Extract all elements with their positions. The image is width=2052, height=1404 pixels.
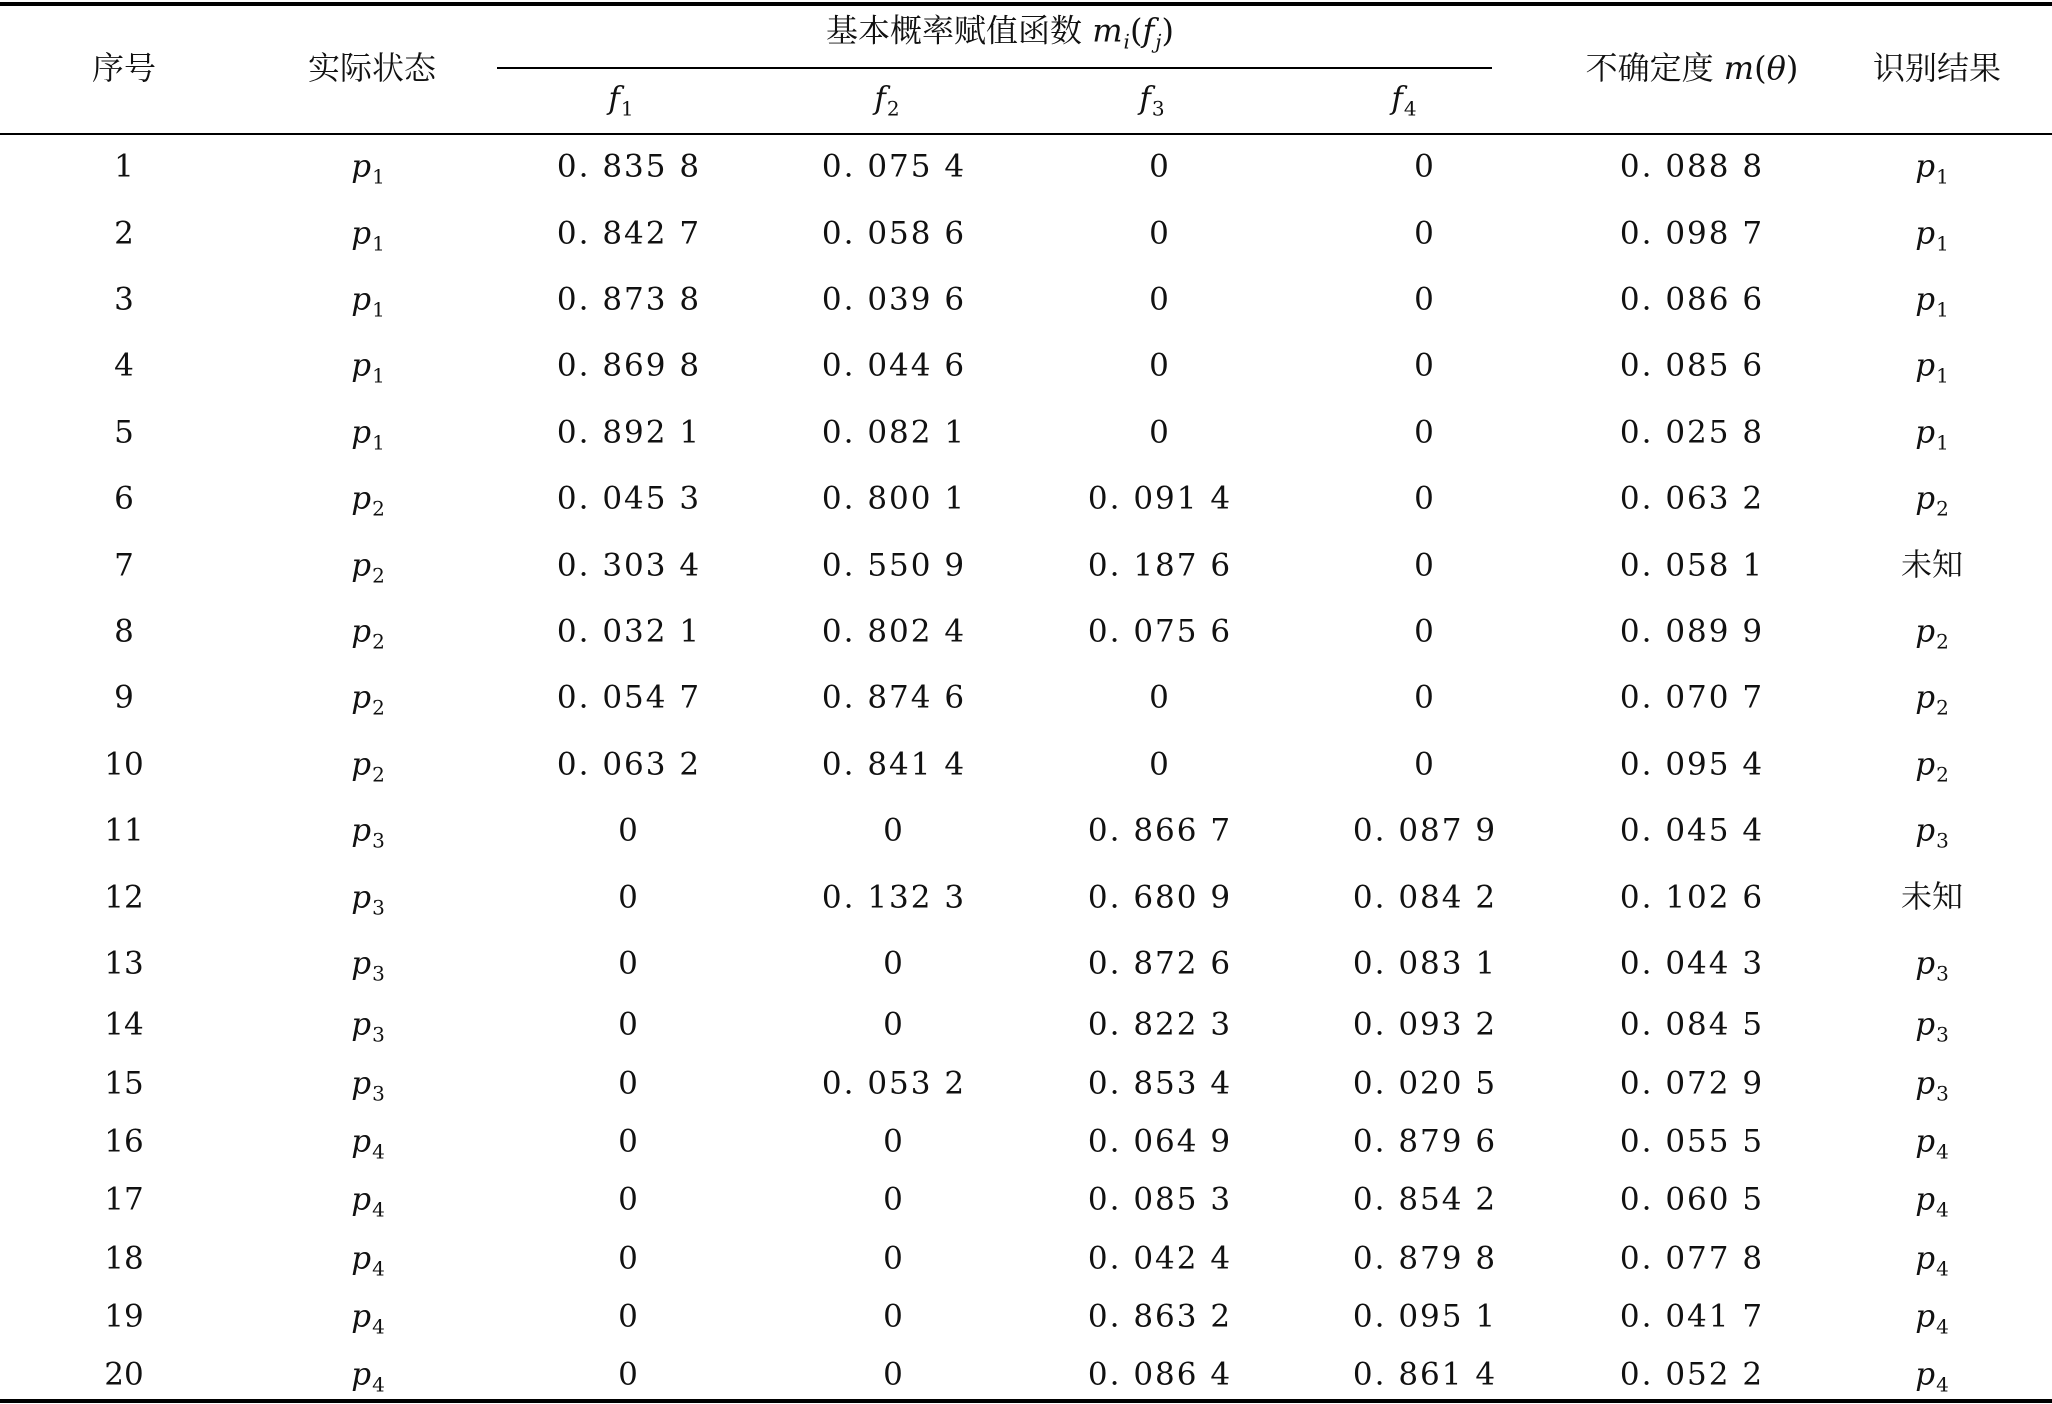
- row-f4-value: 0: [1414, 148, 1436, 185]
- row-index: 7: [114, 547, 134, 584]
- row-index: 4: [114, 347, 134, 384]
- row-actual-state: $p_4$: [351, 1356, 385, 1397]
- row-actual-state: $p_2$: [351, 746, 385, 787]
- row-f1-value: 0: [618, 1123, 640, 1160]
- row-uncertainty-value: 0. 041 7: [1619, 1298, 1765, 1335]
- row-f4-value: 0: [1414, 613, 1436, 650]
- row-f2-value: 0: [883, 1181, 905, 1218]
- row-f4-value: 0. 861 4: [1352, 1356, 1498, 1393]
- row-result: $p_3$: [1915, 945, 1949, 986]
- row-uncertainty-value: 0. 063 2: [1619, 480, 1765, 517]
- row-uncertainty-value: 0. 095 4: [1619, 746, 1765, 783]
- row-f3-value: 0. 085 3: [1087, 1181, 1233, 1218]
- row-actual-state: $p_3$: [351, 812, 385, 853]
- row-f1-value: 0: [618, 1356, 640, 1393]
- row-f1-value: 0. 873 8: [556, 281, 702, 318]
- row-result: $p_1$: [1915, 215, 1949, 256]
- row-f1-value: 0: [618, 879, 640, 916]
- row-result: $p_4$: [1915, 1240, 1949, 1281]
- row-index: 13: [104, 945, 144, 982]
- row-f2-value: 0. 802 4: [821, 613, 967, 650]
- row-index: 20: [104, 1356, 144, 1393]
- row-f2-value: 0: [883, 1240, 905, 1277]
- row-f3-value: 0: [1149, 148, 1171, 185]
- row-result: $p_1$: [1915, 148, 1949, 189]
- row-f3-value: 0: [1149, 281, 1171, 318]
- row-uncertainty-value: 0. 086 6: [1619, 281, 1765, 318]
- row-f4-value: 0: [1414, 480, 1436, 517]
- header-actual-state: 实际状态: [307, 49, 437, 87]
- row-f1-value: 0. 063 2: [556, 746, 702, 783]
- row-actual-state: $p_3$: [351, 1065, 385, 1106]
- row-index: 9: [114, 679, 134, 716]
- header-uncertainty: 不确定度 m(θ): [1585, 49, 1799, 87]
- row-uncertainty-value: 0. 102 6: [1619, 879, 1765, 916]
- row-index: 11: [104, 812, 144, 849]
- row-result: $p_4$: [1915, 1298, 1949, 1339]
- row-f3-value: 0: [1149, 746, 1171, 783]
- header-f1: $f_1$: [608, 80, 634, 121]
- row-uncertainty-value: 0. 088 8: [1619, 148, 1765, 185]
- row-f1-value: 0. 835 8: [556, 148, 702, 185]
- row-f1-value: 0: [618, 1298, 640, 1335]
- row-index: 2: [114, 215, 134, 252]
- row-f1-value: 0: [618, 812, 640, 849]
- row-result: $p_1$: [1915, 414, 1949, 455]
- row-actual-state: $p_1$: [351, 281, 385, 322]
- row-index: 8: [114, 613, 134, 650]
- row-f2-value: 0. 075 4: [821, 148, 967, 185]
- row-result: $p_4$: [1915, 1123, 1949, 1164]
- row-f4-value: 0. 879 8: [1352, 1240, 1498, 1277]
- row-f4-value: 0. 095 1: [1352, 1298, 1498, 1335]
- header-f2: $f_2$: [874, 80, 900, 121]
- row-f3-value: 0: [1149, 414, 1171, 451]
- row-f2-value: 0: [883, 945, 905, 982]
- row-f3-value: 0. 872 6: [1087, 945, 1233, 982]
- row-index: 19: [104, 1298, 144, 1335]
- row-f2-value: 0: [883, 812, 905, 849]
- row-actual-state: $p_3$: [351, 1006, 385, 1047]
- row-f4-value: 0: [1414, 679, 1436, 716]
- row-f2-value: 0. 053 2: [821, 1065, 967, 1102]
- row-f4-value: 0: [1414, 746, 1436, 783]
- row-actual-state: $p_2$: [351, 613, 385, 654]
- header-f3: $f_3$: [1139, 80, 1165, 121]
- row-f1-value: 0: [618, 945, 640, 982]
- row-result: $p_2$: [1915, 480, 1949, 521]
- row-result: $p_2$: [1915, 679, 1949, 720]
- row-f4-value: 0. 084 2: [1352, 879, 1498, 916]
- row-f2-value: 0: [883, 1298, 905, 1335]
- row-f1-value: 0. 869 8: [556, 347, 702, 384]
- row-uncertainty-value: 0. 058 1: [1619, 547, 1765, 584]
- header-bpa-group: 基本概率赋值函数 $m_i(f_j)$: [826, 11, 1174, 54]
- row-result: 未知: [1901, 879, 1963, 916]
- row-actual-state: $p_1$: [351, 414, 385, 455]
- row-f3-value: 0: [1149, 679, 1171, 716]
- row-f2-value: 0. 550 9: [821, 547, 967, 584]
- row-index: 18: [104, 1240, 144, 1277]
- row-index: 5: [114, 414, 134, 451]
- row-actual-state: $p_4$: [351, 1298, 385, 1339]
- header-rule: [0, 133, 2052, 135]
- row-f4-value: 0. 020 5: [1352, 1065, 1498, 1102]
- row-f1-value: 0. 045 3: [556, 480, 702, 517]
- row-actual-state: $p_2$: [351, 480, 385, 521]
- row-f3-value: 0. 187 6: [1087, 547, 1233, 584]
- row-f4-value: 0: [1414, 281, 1436, 318]
- row-index: 12: [104, 879, 144, 916]
- row-f2-value: 0. 044 6: [821, 347, 967, 384]
- row-f3-value: 0. 866 7: [1087, 812, 1233, 849]
- row-uncertainty-value: 0. 085 6: [1619, 347, 1765, 384]
- row-f4-value: 0. 854 2: [1352, 1181, 1498, 1218]
- row-index: 10: [104, 746, 144, 783]
- row-f4-value: 0: [1414, 414, 1436, 451]
- row-uncertainty-value: 0. 089 9: [1619, 613, 1765, 650]
- row-result: $p_2$: [1915, 746, 1949, 787]
- row-f3-value: 0. 075 6: [1087, 613, 1233, 650]
- row-f3-value: 0: [1149, 347, 1171, 384]
- row-f2-value: 0: [883, 1006, 905, 1043]
- row-result: $p_4$: [1915, 1356, 1949, 1397]
- row-f1-value: 0: [618, 1065, 640, 1102]
- header-result: 识别结果: [1872, 49, 2002, 87]
- row-uncertainty-value: 0. 070 7: [1619, 679, 1765, 716]
- row-index: 14: [104, 1006, 144, 1043]
- row-f2-value: 0. 039 6: [821, 281, 967, 318]
- row-actual-state: $p_3$: [351, 945, 385, 986]
- row-index: 16: [104, 1123, 144, 1160]
- row-f2-value: 0: [883, 1356, 905, 1393]
- row-f1-value: 0. 842 7: [556, 215, 702, 252]
- row-f3-value: 0. 086 4: [1087, 1356, 1233, 1393]
- row-result: 未知: [1901, 547, 1963, 584]
- row-index: 15: [104, 1065, 144, 1102]
- row-index: 17: [104, 1181, 144, 1218]
- row-f1-value: 0. 054 7: [556, 679, 702, 716]
- row-result: $p_3$: [1915, 1065, 1949, 1106]
- row-actual-state: $p_1$: [351, 347, 385, 388]
- group-rule: [497, 67, 1492, 69]
- row-result: $p_2$: [1915, 613, 1949, 654]
- row-uncertainty-value: 0. 045 4: [1619, 812, 1765, 849]
- row-actual-state: $p_1$: [351, 215, 385, 256]
- row-f1-value: 0: [618, 1240, 640, 1277]
- row-f2-value: 0. 058 6: [821, 215, 967, 252]
- row-f4-value: 0: [1414, 547, 1436, 584]
- row-uncertainty-value: 0. 077 8: [1619, 1240, 1765, 1277]
- row-f3-value: 0: [1149, 215, 1171, 252]
- row-f2-value: 0. 841 4: [821, 746, 967, 783]
- row-f3-value: 0. 064 9: [1087, 1123, 1233, 1160]
- row-uncertainty-value: 0. 060 5: [1619, 1181, 1765, 1218]
- row-index: 1: [114, 148, 134, 185]
- row-result: $p_1$: [1915, 347, 1949, 388]
- row-f1-value: 0. 303 4: [556, 547, 702, 584]
- row-actual-state: $p_3$: [351, 879, 385, 920]
- row-f4-value: 0. 093 2: [1352, 1006, 1498, 1043]
- row-f1-value: 0. 032 1: [556, 613, 702, 650]
- row-actual-state: $p_4$: [351, 1123, 385, 1164]
- row-f4-value: 0. 087 9: [1352, 812, 1498, 849]
- header-index: 序号: [91, 49, 157, 87]
- row-f3-value: 0. 822 3: [1087, 1006, 1233, 1043]
- top-rule: [0, 2, 2052, 6]
- row-actual-state: $p_1$: [351, 148, 385, 189]
- row-actual-state: $p_4$: [351, 1240, 385, 1281]
- row-f4-value: 0. 879 6: [1352, 1123, 1498, 1160]
- row-uncertainty-value: 0. 044 3: [1619, 945, 1765, 982]
- row-f4-value: 0. 083 1: [1352, 945, 1498, 982]
- row-f1-value: 0: [618, 1181, 640, 1218]
- row-result: $p_1$: [1915, 281, 1949, 322]
- row-uncertainty-value: 0. 098 7: [1619, 215, 1765, 252]
- row-actual-state: $p_2$: [351, 547, 385, 588]
- row-index: 6: [114, 480, 134, 517]
- row-uncertainty-value: 0. 072 9: [1619, 1065, 1765, 1102]
- row-result: $p_3$: [1915, 1006, 1949, 1047]
- row-result: $p_3$: [1915, 812, 1949, 853]
- row-f1-value: 0: [618, 1006, 640, 1043]
- row-uncertainty-value: 0. 055 5: [1619, 1123, 1765, 1160]
- row-f4-value: 0: [1414, 347, 1436, 384]
- row-actual-state: $p_4$: [351, 1181, 385, 1222]
- row-f3-value: 0. 680 9: [1087, 879, 1233, 916]
- row-actual-state: $p_2$: [351, 679, 385, 720]
- header-f4: $f_4$: [1391, 80, 1417, 121]
- row-f2-value: 0. 800 1: [821, 480, 967, 517]
- row-f3-value: 0. 091 4: [1087, 480, 1233, 517]
- row-f2-value: 0. 132 3: [821, 879, 967, 916]
- row-f2-value: 0. 082 1: [821, 414, 967, 451]
- row-uncertainty-value: 0. 052 2: [1619, 1356, 1765, 1393]
- row-f1-value: 0. 892 1: [556, 414, 702, 451]
- row-index: 3: [114, 281, 134, 318]
- row-f3-value: 0. 853 4: [1087, 1065, 1233, 1102]
- row-result: $p_4$: [1915, 1181, 1949, 1222]
- row-f3-value: 0. 863 2: [1087, 1298, 1233, 1335]
- row-f2-value: 0. 874 6: [821, 679, 967, 716]
- row-uncertainty-value: 0. 025 8: [1619, 414, 1765, 451]
- row-f4-value: 0: [1414, 215, 1436, 252]
- row-f3-value: 0. 042 4: [1087, 1240, 1233, 1277]
- bottom-rule: [0, 1399, 2052, 1403]
- row-uncertainty-value: 0. 084 5: [1619, 1006, 1765, 1043]
- row-f2-value: 0: [883, 1123, 905, 1160]
